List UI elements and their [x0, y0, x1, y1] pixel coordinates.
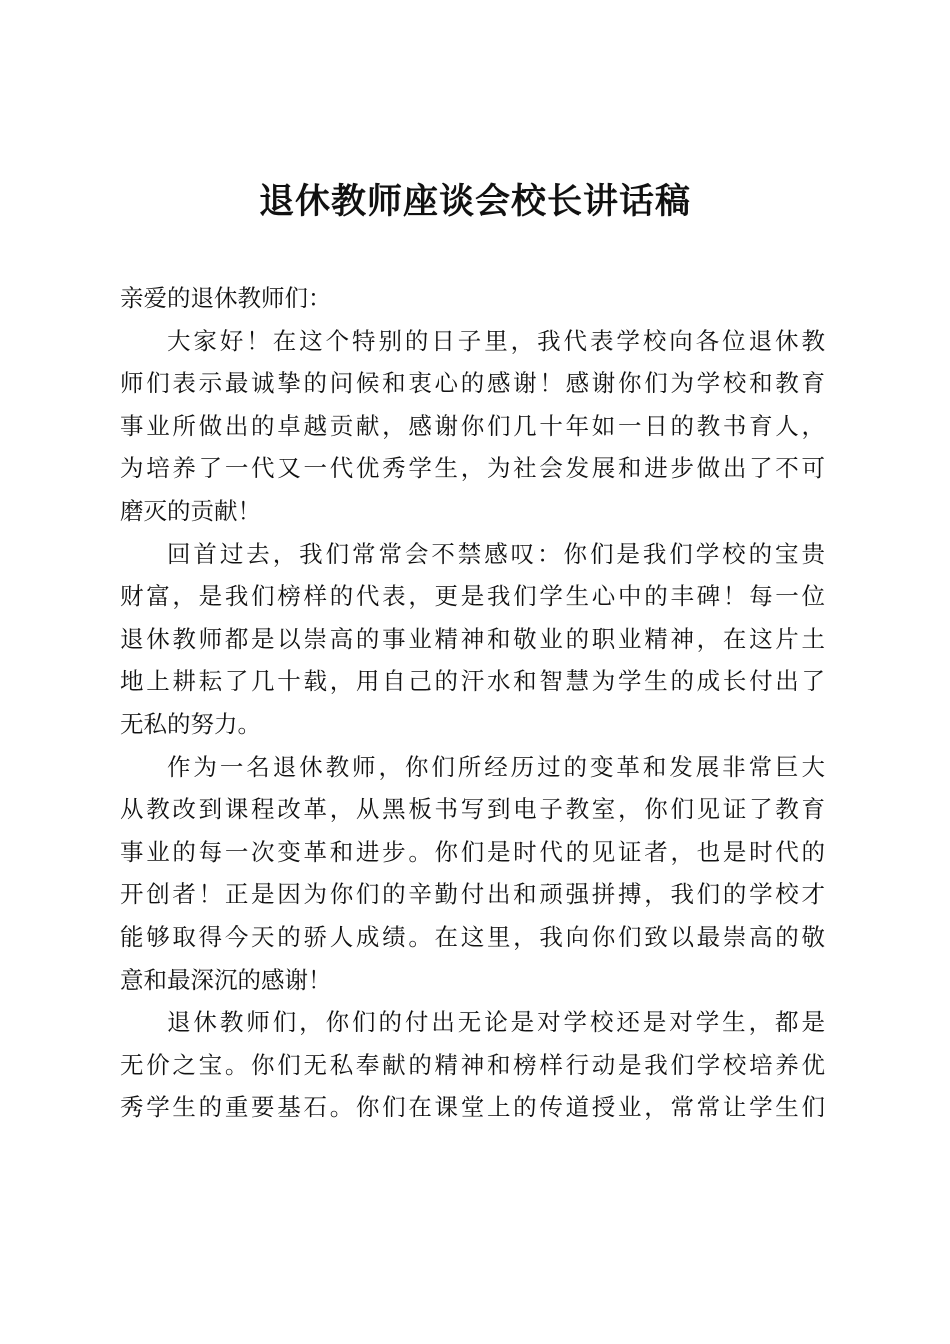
text-line: 回首过去，我们常常会不禁感叹：你们是我们学校的宝贵 [167, 539, 825, 568]
text-line: 退休教师们，你们的付出无论是对学校还是对学生，都是 [167, 1008, 825, 1037]
text-line: 事业的每一次变革和进步。你们是时代的见证者，也是时代的 [120, 837, 825, 866]
document-body [120, 277, 825, 1129]
text-line: 作为一名退休教师，你们所经历过的变革和发展非常巨大 [167, 752, 825, 781]
text-line: 为培养了一代又一代优秀学生，为社会发展和进步做出了不可 [120, 454, 825, 483]
text-line: 无私的努力。 [120, 709, 261, 738]
text-line: 师们表示最诚挚的问候和衷心的感谢！感谢你们为学校和教育 [120, 369, 825, 398]
text-line: 秀学生的重要基石。你们在课堂上的传道授业，常常让学生们 [120, 1093, 825, 1122]
document-title: 退休教师座谈会校长讲话稿 [258, 181, 691, 222]
text-line: 能够取得今天的骄人成绩。在这里，我向你们致以最崇高的敬 [120, 922, 825, 951]
text-line: 大家好！在这个特别的日子里，我代表学校向各位退休教 [167, 326, 825, 355]
text-line: 事业所做出的卓越贡献，感谢你们几十年如一日的教书育人， [120, 411, 825, 440]
text-line: 地上耕耘了几十载，用自己的汗水和智慧为学生的成长付出了 [120, 667, 825, 696]
text-line: 磨灭的贡献！ [120, 496, 261, 525]
text-line: 财富，是我们榜样的代表，更是我们学生心中的丰碑！每一位 [120, 582, 825, 611]
text-line: 亲爱的退休教师们： [120, 284, 332, 312]
text-line: 意和最深沉的感谢！ [120, 965, 332, 994]
text-line: 从教改到课程改革，从黑板书写到电子教室，你们见证了教育 [120, 795, 825, 824]
text-line: 无价之宝。你们无私奉献的精神和榜样行动是我们学校培养优 [120, 1050, 825, 1079]
text-line: 退休教师都是以崇高的事业精神和敬业的职业精神，在这片土 [120, 624, 825, 653]
text-line: 开创者！正是因为你们的辛勤付出和顽强拼搏，我们的学校才 [120, 880, 825, 909]
